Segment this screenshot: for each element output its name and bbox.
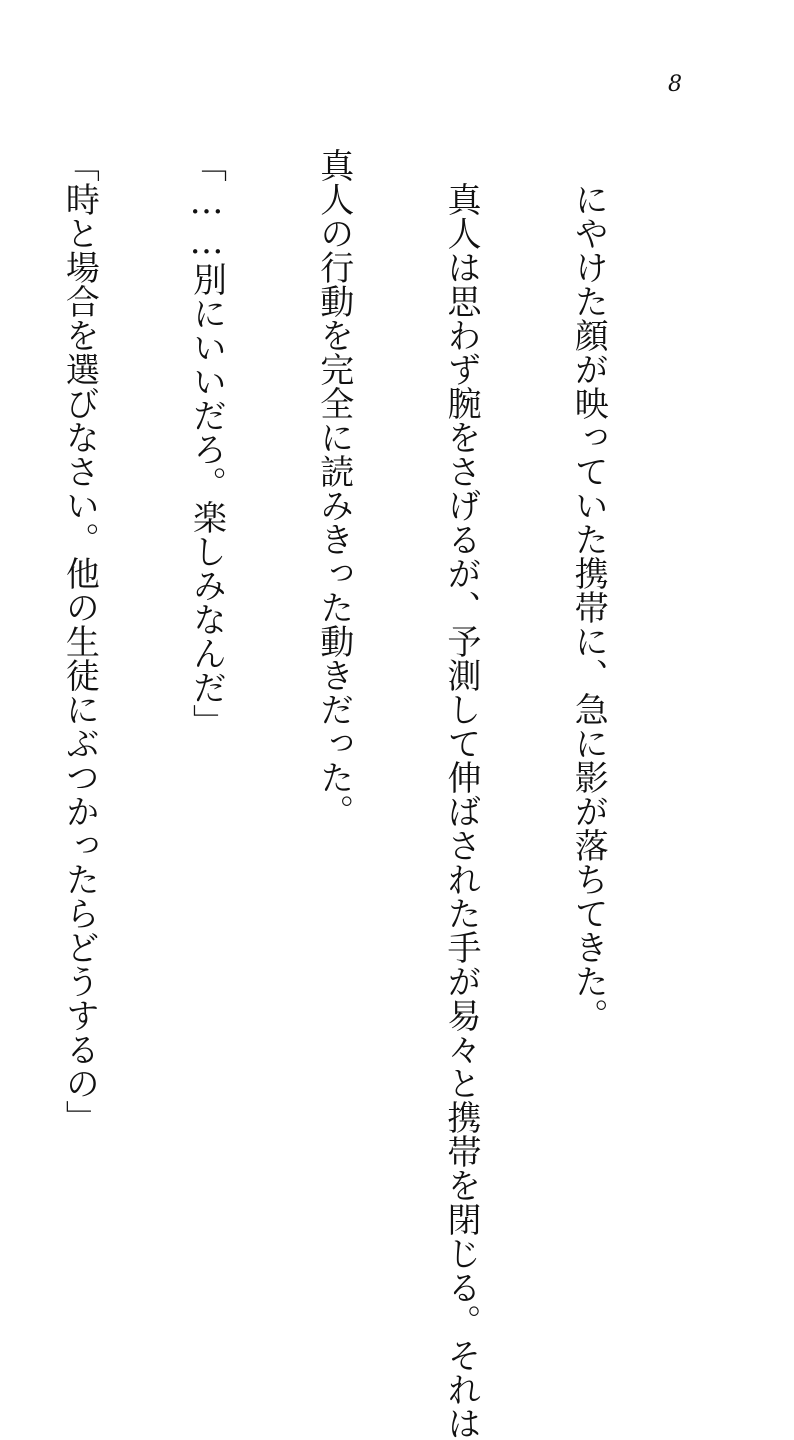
vertical-text-body <box>58 148 694 1440</box>
text-line: にやけた顔が映っていた携帯に、急に影が落ちてきた。 <box>568 182 609 1032</box>
text-line: 「……別にいいだろ。楽しみなんだ」 <box>186 148 227 738</box>
page-number: 8 <box>668 72 682 97</box>
text-line: 「時と場合を選びなさい。他の生徒にぶつかったらどうするの」 <box>59 148 100 1134</box>
text-line: 真人の行動を完全に読みきった動きだった。 <box>313 148 354 828</box>
text-line: 真人は思わず腕をさげるが、予測して伸ばされた手が易々と携帯を閉じる。それは <box>440 182 481 1440</box>
